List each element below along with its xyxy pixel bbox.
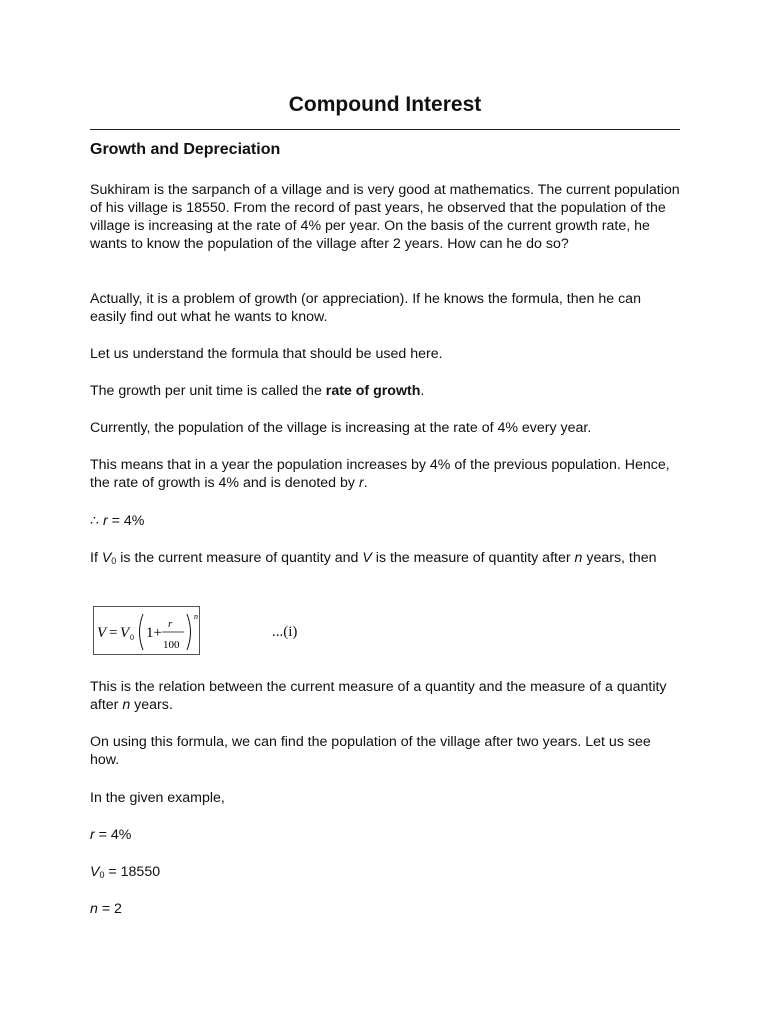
rate-meaning-text: This means that in a year the population increases by 4% of the previous population. Hence, the rate of growth is 4% and is denoted by <box>90 457 670 491</box>
rate-variable: r <box>358 475 364 491</box>
n-variable: n <box>574 550 583 566</box>
given-n-value: = 2 <box>97 901 122 917</box>
given-rate <box>90 826 680 844</box>
relation-text: This is the relation between the current measure of a quantity and the measure of a quantity after <box>90 679 667 713</box>
given-r-variable: r <box>90 827 95 843</box>
paragraph-growth-problem: Actually, it is a problem of growth (or appreciation). If he knows the formula, then he can easily find out what he wants to know. <box>90 291 641 325</box>
paragraph-given-example: In the given example, <box>90 790 225 806</box>
section-heading: Growth and Depreciation <box>90 141 281 158</box>
paragraph-formula-intro: Let us understand the formula that should be used here. <box>90 346 443 362</box>
therefore-symbol: ∴ <box>90 513 103 529</box>
formula-numerator: r <box>168 618 173 630</box>
formula-right-paren <box>187 614 191 650</box>
variables-text-b: is the current measure of quantity and <box>116 550 363 566</box>
page-title: Compound Interest <box>288 93 482 116</box>
formula-v0-subscript: 0 <box>130 633 134 642</box>
therefore-value: = 4% <box>107 513 145 529</box>
given-years <box>90 900 680 918</box>
given-v-subscript: 0 <box>99 870 105 880</box>
v0-variable: V <box>101 550 112 566</box>
paragraph-variables <box>90 549 680 567</box>
formula-v0: V <box>120 625 130 641</box>
formula-graphic <box>94 607 201 656</box>
formula-one-plus: 1+ <box>146 625 162 641</box>
paragraph-intro: Sukhiram is the sarpanch of a village and is very good at mathematics. The current population of his village is 18550. From the record of past years, he observed that the population of the village is increasing at the rate of 4% per year. On the basis of the current growth rate, he wants to know the population of the village after 2 years. How can he do so? <box>90 182 680 252</box>
formula-exponent: n <box>194 612 198 621</box>
paragraph-rate-definition <box>90 382 680 400</box>
given-initial-value <box>90 863 680 881</box>
given-r-value: = 4% <box>94 827 132 843</box>
therefore-variable: r <box>102 513 108 529</box>
relation-text-end: years. <box>130 697 173 713</box>
variables-text-c: is the measure of quantity after <box>371 550 575 566</box>
formula-left-paren <box>140 614 144 650</box>
paragraph-relation <box>90 678 680 714</box>
variables-text-a: If <box>90 550 102 566</box>
formula-denominator: 100 <box>163 639 180 651</box>
given-v-variable: V <box>90 864 100 880</box>
v0-subscript: 0 <box>111 556 117 566</box>
rate-def-period: . <box>420 383 425 399</box>
given-v-value: = 18550 <box>104 864 161 880</box>
paragraph-current-rate: Currently, the population of the village is increasing at the rate of 4% every year. <box>90 420 592 436</box>
therefore-statement <box>90 512 680 530</box>
formula-equals: = <box>109 625 118 641</box>
rate-meaning-period: . <box>363 475 368 491</box>
rate-of-growth-term: rate of growth <box>325 383 421 399</box>
rate-def-text: The growth per unit time is called the <box>90 383 326 399</box>
formula-lhs: V <box>97 625 107 641</box>
paragraph-using-formula: On using this formula, we can find the population of the village after two years. Let us see how. <box>90 734 651 768</box>
v-variable: V <box>362 550 372 566</box>
compound-growth-formula <box>93 606 200 655</box>
relation-n-variable: n <box>122 697 131 713</box>
equation-label: ...(i) <box>272 624 298 640</box>
variables-text-d: years, then <box>582 550 657 566</box>
paragraph-rate-meaning <box>90 456 680 492</box>
title-divider <box>90 129 680 130</box>
given-n-variable: n <box>90 901 98 917</box>
